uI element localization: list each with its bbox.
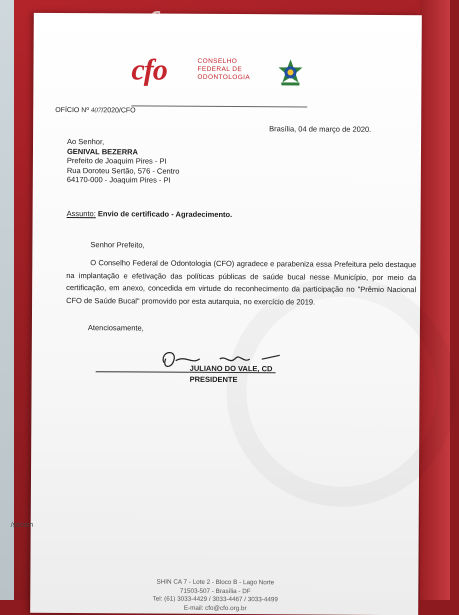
recipient-line: Prefeito de Joaquim Pires - PI xyxy=(66,156,167,166)
reference-number: OFÍCIO Nº 407/2020/CFO xyxy=(55,106,136,115)
department-code: /secom xyxy=(10,521,34,529)
recipient-line: Ao Senhor, xyxy=(67,137,105,147)
signer-name: JULIANO DO VALE, CD xyxy=(189,363,273,374)
recipient-line: 64170-000 - Joaquim Pires - PI xyxy=(66,175,171,185)
letter-date: Brasília, 04 de março de 2020. xyxy=(269,124,372,134)
recipient-block xyxy=(67,137,180,185)
closing: Atenciosamente, xyxy=(87,323,144,333)
subject-label: Assunto: xyxy=(66,209,96,219)
recipient-line: Rua Doroteu Sertão, 576 - Centro xyxy=(66,165,180,176)
letter-page xyxy=(10,13,422,615)
salutation: Senhor Prefeito, xyxy=(90,240,145,250)
folder-edge xyxy=(420,0,450,600)
letter-body xyxy=(66,257,416,309)
footer-address: SHIN CA 7 - Lote 2 - Bloco B - Lago Norte 71503-507 - Brasília - DF Tel: (61) 3033-4429 / 3033-4467 / 3033-4499 E-mail: cfo@cfo.org.br xyxy=(152,578,278,612)
watermark xyxy=(226,276,457,507)
signer-title: PRESIDENTE xyxy=(189,374,238,385)
subject-text: Envio de certificado - Agradecimento. xyxy=(97,209,233,220)
body-paragraph: O Conselho Federal de Odontologia (CFO) agradece e parabeniza essa Prefeitura pelo destaque na implantação e efetivação das políticas públicas de saúde bucal nesse Município, por meio da certificação, em anexo, concedida em virtude do reconhecimento da participação no "Prêmio Nacional CFO de Saúde Bucal" promovido por esta autarquia, no exercício de 2019. xyxy=(66,258,417,307)
recipient-name: GENIVAL BEZERRA xyxy=(66,146,139,156)
header-divider xyxy=(131,105,307,107)
cfo-letterhead-logo xyxy=(131,51,281,94)
cfo-org-name: CONSELHO FEDERAL DE ODONTOLOGIA xyxy=(197,57,251,82)
national-coat-of-arms-icon xyxy=(275,58,305,88)
subject-line xyxy=(67,209,233,220)
cfo-logo-text: cfo xyxy=(131,53,167,87)
